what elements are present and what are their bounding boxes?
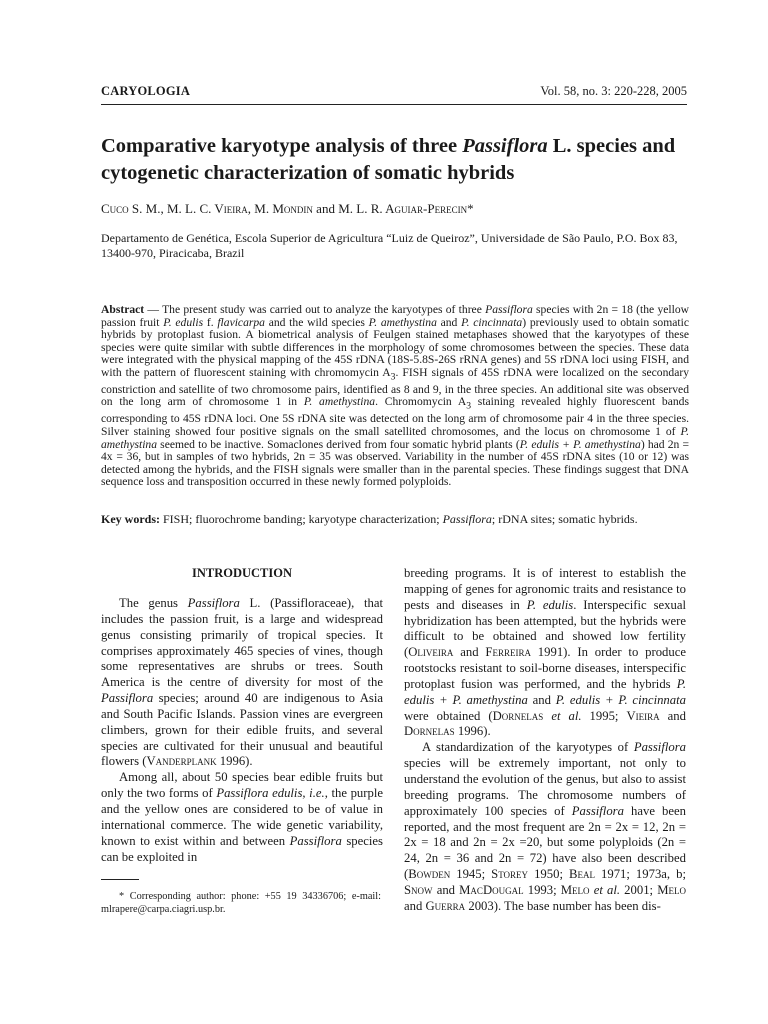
footnote-text: * Corresponding author: phone: +55 19 34336706; e-mail: mlrapere@carpa.ciagri.usp.br. <box>101 891 381 915</box>
keywords-label: Key words: <box>101 512 160 526</box>
column-left <box>101 566 383 865</box>
journal-name: CARYOLOGIA <box>101 84 191 98</box>
intro-paragraph-4: A standardization of the karyotypes of Passiflora species will be extremely important, not only to understand the evolution of the genus, but also to assist breeding programs. The chromosome numbers of approximately 100 species of Passiflora have been reported, and the most frequent are 2n = 2x = 12, 2n = 2x = 18 and 2n = 2x =20, but some polyploids (2n = 24, 2n = 36 and 2n = 72) have also been described (Bowden 1945; Storey 1950; Beal 1971; 1973a, b; Snow and MacDougal 1993; Melo et al. 2001; Melo and Guerra 2003). The base number has been dis- <box>404 740 686 913</box>
corresponding-mark: * <box>467 201 474 216</box>
volume-info: Vol. 58, no. 3: 220-228, 2005 <box>540 84 687 98</box>
paper-title: Comparative karyotype analysis of three Passiflora L. species and cytogenetic characterization of somatic hybrids <box>101 135 676 184</box>
running-head <box>101 84 687 105</box>
abstract: Abstract — The present study was carried out to analyze the karyotypes of three Passiflora species with 2n = 18 (the yellow passion fruit P. edulis f. flavicarpa and the wild species P. amethystina and P. cincinnata) previously used to obtain somatic hybrids by protoplast fusion. A biometrical analysis of Feulgen stained metaphases showed that the karyotypes of these species were quite similar with subtle differences in the morphology of some chromosomes between the species. These data were integrated with the physical mapping of the 45S rDNA (18S-5.8S-26S rRNA genes) and 5S rDNA loci using FISH, and with the pattern of fluorescent staining with chromomycin $A_3$. FISH signals of 45S rDNA were localized on the secondary constriction and satellite of two chromosome pairs, identified as 8 and 9, in the three species. An additional site was observed on the long arm of chromosome 1 in P. amethystina. Chromomycin $A_3$ staining revealed highly fluorescent bands corresponding to 45S rDNA loci. One 5S rDNA site was detected on the long arm of chromosome pair 4 in the three species. Silver staining showed four positive signals on the small satellited chromosomes, and the locus on chromosome 1 of P. amethystina seemed to be inactive. Somaclones derived from four somatic hybrid plants (P. edulis + P. amethystina) had 2n = 4x = 36, but in samples of two hybrids, 2n = 35 was observed. Variability in the number of 45S rDNA sites (10 or 12) was detected among the hybrids, and the FISH signals were smaller than in the parental species. These findings suggest that DNA sequence loss and transposition occurred in these newly formed polyploids. <box>101 303 689 489</box>
affiliation: Departamento de Genética, Escola Superior de Agricultura “Luiz de Queiroz”, Universidade de São Paulo, P.O. Box 83, 13400-970, Piracicaba, Brazil <box>101 231 678 260</box>
column-right <box>404 566 686 915</box>
footnote <box>101 891 381 916</box>
author: M. L. C. Vieira <box>166 201 248 216</box>
intro-paragraph-1: The genus Passiflora L. (Passifloraceae), that includes the passion fruit, is a large and widespread genus consisting primarily of tropical species. It comprises approximately 465 species of vines, though some representatives are shrubs or trees. South America is the centre of diversity for most of the Passiflora species; around 40 are indigenous to Asia and South Pacific Islands. Passion vines are evergreen climbers, grown for their edible fruits, and several species are cultivated for their unusual and beautiful flowers (Vanderplank 1996). <box>101 596 383 769</box>
section-heading-introduction: INTRODUCTION <box>191 566 292 580</box>
author: Cuco S. M. <box>101 201 161 216</box>
author: M. Mondin <box>254 201 313 216</box>
intro-paragraph-2: Among all, about 50 species bear edible fruits but only the two forms of Passiflora edulis, i.e., the purple and the yellow ones are considered to be of value in international commerce. The wide genetic variability, known to exist within and between Passiflora species can be exploited in <box>101 770 383 864</box>
keywords: Key words: FISH; fluorochrome banding; karyotype characterization; Passiflora; rDNA sites; somatic hybrids. <box>101 512 638 526</box>
author: M. L. R. Aguiar-Perecin <box>338 201 468 216</box>
abstract-label: Abstract <box>101 303 145 316</box>
footnote-rule <box>101 879 139 880</box>
intro-paragraph-3: breeding programs. It is of interest to establish the mapping of genes for agronomic traits and resistance to pests and diseases in P. edulis. Interspecific sexual hybridization has been attempted, but the hybrids were difficult to be obtained and showed low fertility (Oliveira and Ferreira 1991). In order to produce rootstocks resistant to soil-borne diseases, interspecific protoplast fusion was performed, and the hybrids P. edulis + P. amethystina and P. edulis + P. cincinnata were obtained (Dornelas et al. 1995; Vieira and Dornelas 1996). <box>404 566 686 739</box>
author-list: Cuco S. M., M. L. C. Vieira, M. Mondin and M. L. R. Aguiar-Perecin* <box>101 201 474 216</box>
